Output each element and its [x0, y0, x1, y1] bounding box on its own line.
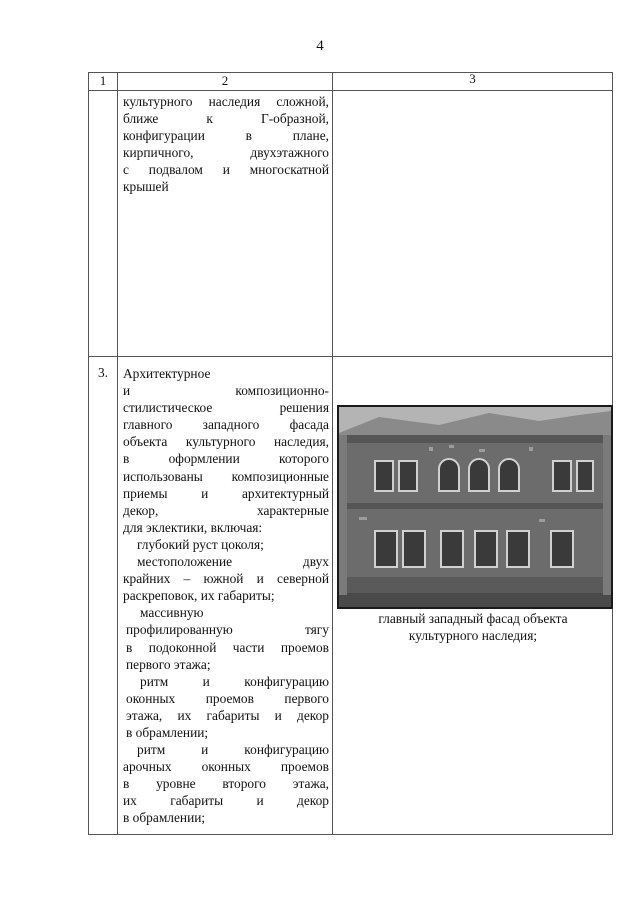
text-line: раскреповок, их габариты;: [123, 588, 275, 604]
text-line: культурного наследия сложной,: [123, 94, 329, 109]
photo-caption: [333, 610, 613, 644]
text-line: массивную: [140, 605, 204, 621]
text-line: с подвалом и многоскатной: [123, 162, 329, 178]
text-line: декор, характерные: [123, 502, 329, 518]
column-header-2: 2: [118, 73, 333, 91]
text-line: профилированную тягу: [126, 622, 329, 638]
text-line: местоположение двух: [137, 554, 329, 570]
text-line: в подоконной части проемов: [126, 639, 329, 655]
text-line: главного западного фасада: [123, 417, 329, 433]
text-line: для эклектики, включая:: [123, 519, 263, 535]
table-row-3: [89, 357, 613, 835]
text-line: этажа, их габариты и декор: [126, 707, 329, 723]
text-line: приемы и архитектурный: [123, 485, 329, 501]
caption-line: главный западный фасад объекта: [378, 611, 568, 626]
text-line: стилистическое решения: [123, 400, 329, 416]
text-line: оконных проемов первого: [126, 690, 329, 706]
caption-line: культурного наследия;: [408, 628, 538, 643]
text-line: в оформлении которого: [123, 451, 329, 467]
table-header-row: [89, 73, 613, 91]
attributes-table: [88, 72, 613, 835]
text-line: конфигурации в плане,: [123, 128, 329, 144]
text-line: использованы композиционные: [123, 468, 329, 484]
text-line: в уровне второго этажа,: [123, 776, 329, 792]
row-number: 3.: [89, 357, 118, 835]
text-line: крайних – южной и северной: [123, 571, 329, 587]
text-line: и композиционно-: [123, 383, 329, 399]
description-cell: [118, 91, 333, 357]
illustration-cell: [333, 357, 613, 835]
column-header-1: 1: [89, 73, 118, 91]
row-number-cell: [89, 91, 118, 357]
text-line: ритм и конфигурацию: [140, 673, 329, 689]
text-line: Архитектурное: [123, 366, 211, 381]
table-row-continued: [89, 91, 613, 357]
text-line: крышей: [123, 179, 169, 195]
illustration-cell: [333, 91, 613, 357]
facade-photo: [337, 405, 613, 609]
text-line: ближе к Г-образной,: [123, 111, 329, 127]
text-line: ритм и конфигурацию: [137, 742, 329, 758]
text-line: кирпичного, двухэтажного: [123, 145, 329, 161]
text-line: объекта культурного наследия,: [123, 434, 329, 450]
text-line: первого этажа;: [126, 656, 211, 672]
text-line: арочных оконных проемов: [123, 759, 329, 775]
text-line: глубокий руст цоколя;: [137, 536, 264, 552]
text-line: их габариты и декор: [123, 793, 329, 809]
text-line: в обрамлении;: [126, 724, 209, 740]
page-number: 4: [316, 38, 324, 54]
description-cell: [118, 357, 333, 835]
column-header-3: 3: [333, 73, 613, 91]
text-line: в обрамлении;: [123, 810, 206, 826]
